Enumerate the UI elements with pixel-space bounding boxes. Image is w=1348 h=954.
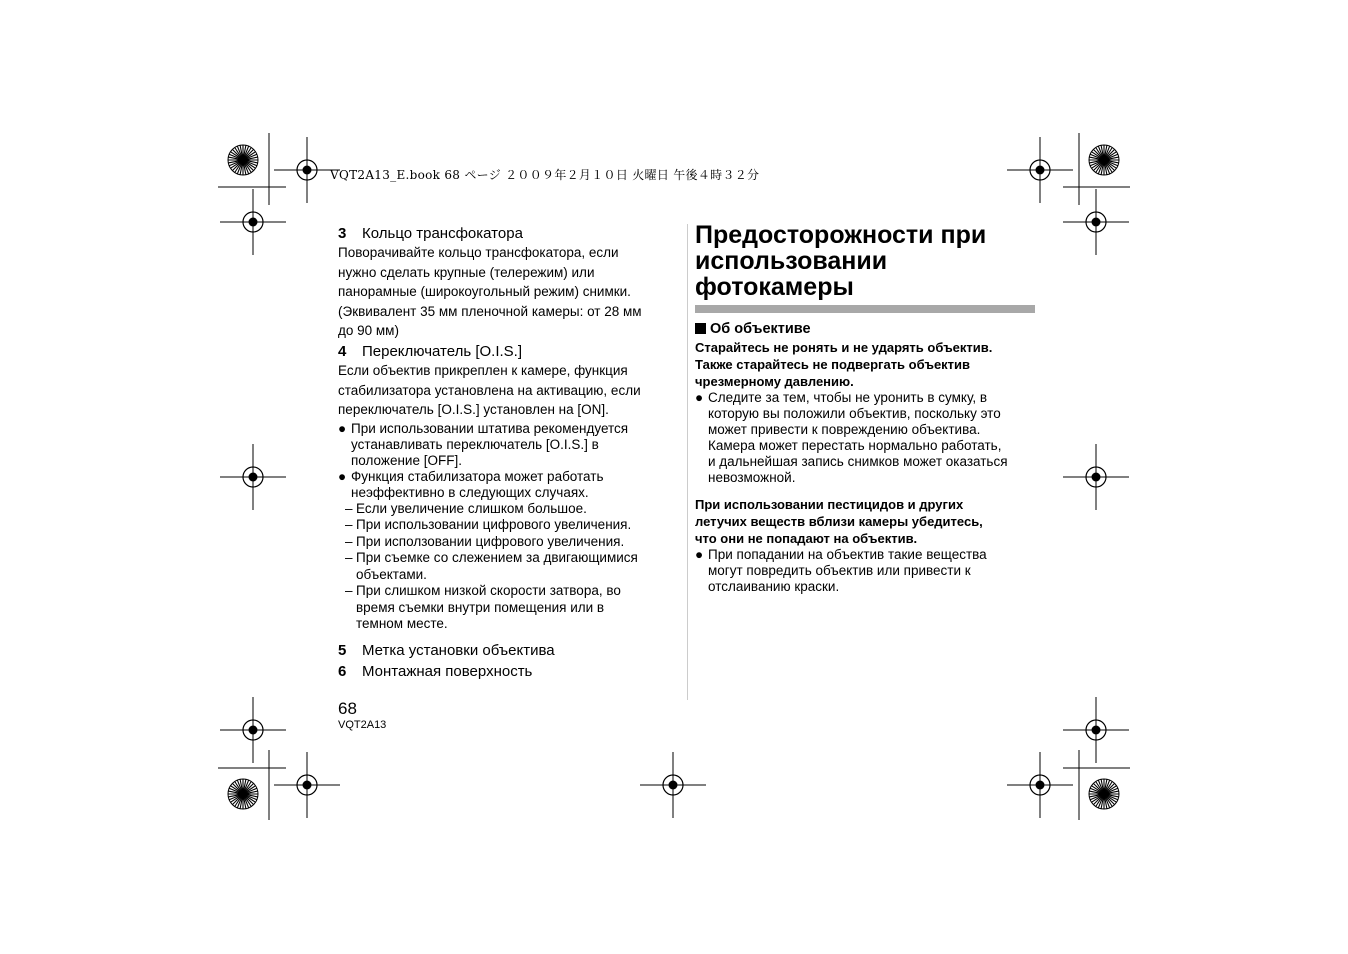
item-4-text xyxy=(338,362,678,420)
text-line: При съемке со слежением за двигающимися xyxy=(356,550,638,566)
bullet-icon: ● xyxy=(695,390,704,405)
list-item xyxy=(337,534,678,551)
text-line: При попадании на объектив такие вещества xyxy=(708,547,987,562)
text-line: Поворачивайте кольцо трансфокатора, если xyxy=(338,245,619,260)
text-line: темном месте. xyxy=(356,616,448,632)
text-line: Камера может перестать нормально работать, xyxy=(708,438,1002,453)
dash-icon: – xyxy=(345,500,353,516)
text-line: Функция стабилизатора может работать xyxy=(351,468,604,484)
warning-bold-1 xyxy=(695,339,1037,390)
text-line: чрезмерному давлению. xyxy=(695,374,854,389)
bullet-icon: ● xyxy=(338,468,347,484)
dash-icon: – xyxy=(345,533,353,549)
list-item xyxy=(337,501,678,518)
text-line: Если увеличение слишком большое. xyxy=(356,500,587,516)
bullet-icon: ● xyxy=(338,420,347,436)
text-line: При исползовании цифрового увеличения. xyxy=(356,533,625,549)
spacer xyxy=(338,633,678,641)
text-line: летучих веществ вблизи камеры убедитесь, xyxy=(695,514,983,529)
dash-icon: – xyxy=(345,517,353,533)
subsection-title: Об объективе xyxy=(710,321,811,337)
text-line: могут повредить объектив или привести к xyxy=(708,563,971,578)
item-3-text xyxy=(338,244,678,341)
text-line: переключатель [O.I.S.] установлен на [ON]. xyxy=(338,402,609,418)
list-item xyxy=(338,421,678,469)
bullet-list xyxy=(338,421,678,501)
list-item xyxy=(338,469,678,501)
subsection-heading xyxy=(695,321,1037,338)
item-number: 4 xyxy=(338,342,347,360)
text-line: Старайтесь не ронять и не ударять объектив. xyxy=(695,340,993,355)
dash-icon: – xyxy=(345,550,353,566)
text-line: время съемки внутри помещения или в xyxy=(356,599,605,615)
text-line: стабилизатора установлена на активацию, если xyxy=(338,382,641,398)
bullet-list xyxy=(695,547,1037,595)
item-title: Метка установки объектива xyxy=(362,641,555,659)
item-title: Монтажная поверхность xyxy=(362,662,533,680)
dash-icon: – xyxy=(345,583,353,599)
text-line: (Эквивалент 35 мм пленочной камеры: от 28 мм xyxy=(338,303,642,319)
warning-bold-2 xyxy=(695,496,1037,547)
item-number: 6 xyxy=(338,662,347,680)
text-line: Если объектив прикреплен к камере, функция xyxy=(338,362,628,378)
title-line: использовании xyxy=(695,247,888,275)
text-line: невозможной. xyxy=(708,470,796,485)
text-line: При использовании цифрового увеличения. xyxy=(356,517,632,533)
text-line: объектами. xyxy=(356,566,427,582)
title-line: фотокамеры xyxy=(695,273,854,301)
item-title: Переключатель [O.I.S.] xyxy=(362,342,522,360)
item-3-heading xyxy=(338,224,678,244)
column-divider xyxy=(687,224,688,700)
text-line: неэффективно в следующих случаях. xyxy=(351,484,589,500)
document-code: VQT2A13 xyxy=(338,719,387,731)
bullet-icon: ● xyxy=(695,547,704,562)
spacer xyxy=(695,486,1037,496)
text-line: и дальнейшая запись снимков может оказаться xyxy=(708,454,1008,469)
text-line: до 90 мм) xyxy=(338,323,399,339)
item-number: 3 xyxy=(338,225,347,242)
text-line: которую вы положили объектив, поскольку это xyxy=(708,406,1001,421)
text-line: может привести к повреждению объектива. xyxy=(708,422,981,437)
list-item xyxy=(337,550,678,583)
item-4-heading xyxy=(338,342,678,362)
title-line: Предосторожности при xyxy=(695,221,987,249)
left-column xyxy=(338,224,678,682)
page-number: 68 xyxy=(338,699,357,718)
item-5-heading xyxy=(338,641,678,661)
text-line: устанавливать переключатель [O.I.S.] в xyxy=(351,436,599,452)
text-line: нужно сделать крупные (телережим) или xyxy=(338,264,595,280)
text-line: отслаиванию краски. xyxy=(708,579,840,594)
square-bullet-icon xyxy=(695,323,706,334)
dash-list xyxy=(338,501,678,633)
text-line: При использовании штатива рекомендуется xyxy=(351,420,629,436)
list-item xyxy=(695,390,1037,486)
text-line: положение [OFF]. xyxy=(351,452,462,468)
item-title: Кольцо трансфокатора xyxy=(362,225,523,242)
text-line: панорамные (широкоугольный режим) снимки. xyxy=(338,284,631,300)
text-line: При использовании пестицидов и других xyxy=(695,497,964,512)
text-line: Следите за тем, чтобы не уронить в сумку, в xyxy=(708,390,988,405)
right-column xyxy=(695,222,1037,595)
text-line: При слишком низкой скорости затвора, во xyxy=(356,583,621,599)
bullet-list xyxy=(695,390,1037,486)
item-6-heading xyxy=(338,662,678,682)
list-item xyxy=(695,547,1037,595)
item-number: 5 xyxy=(338,641,347,659)
section-title xyxy=(695,222,1037,300)
list-item xyxy=(337,583,678,633)
text-line: Также старайтесь не подвергать объектив xyxy=(695,357,971,372)
list-item xyxy=(337,517,678,534)
print-header: VQT2A13_E.book 68 ページ ２００９年２月１０日 火曜日 午後４時３２分 xyxy=(330,168,760,182)
text-line: что они не попадают на объектив. xyxy=(695,531,918,546)
title-underline-bar xyxy=(695,305,1035,313)
